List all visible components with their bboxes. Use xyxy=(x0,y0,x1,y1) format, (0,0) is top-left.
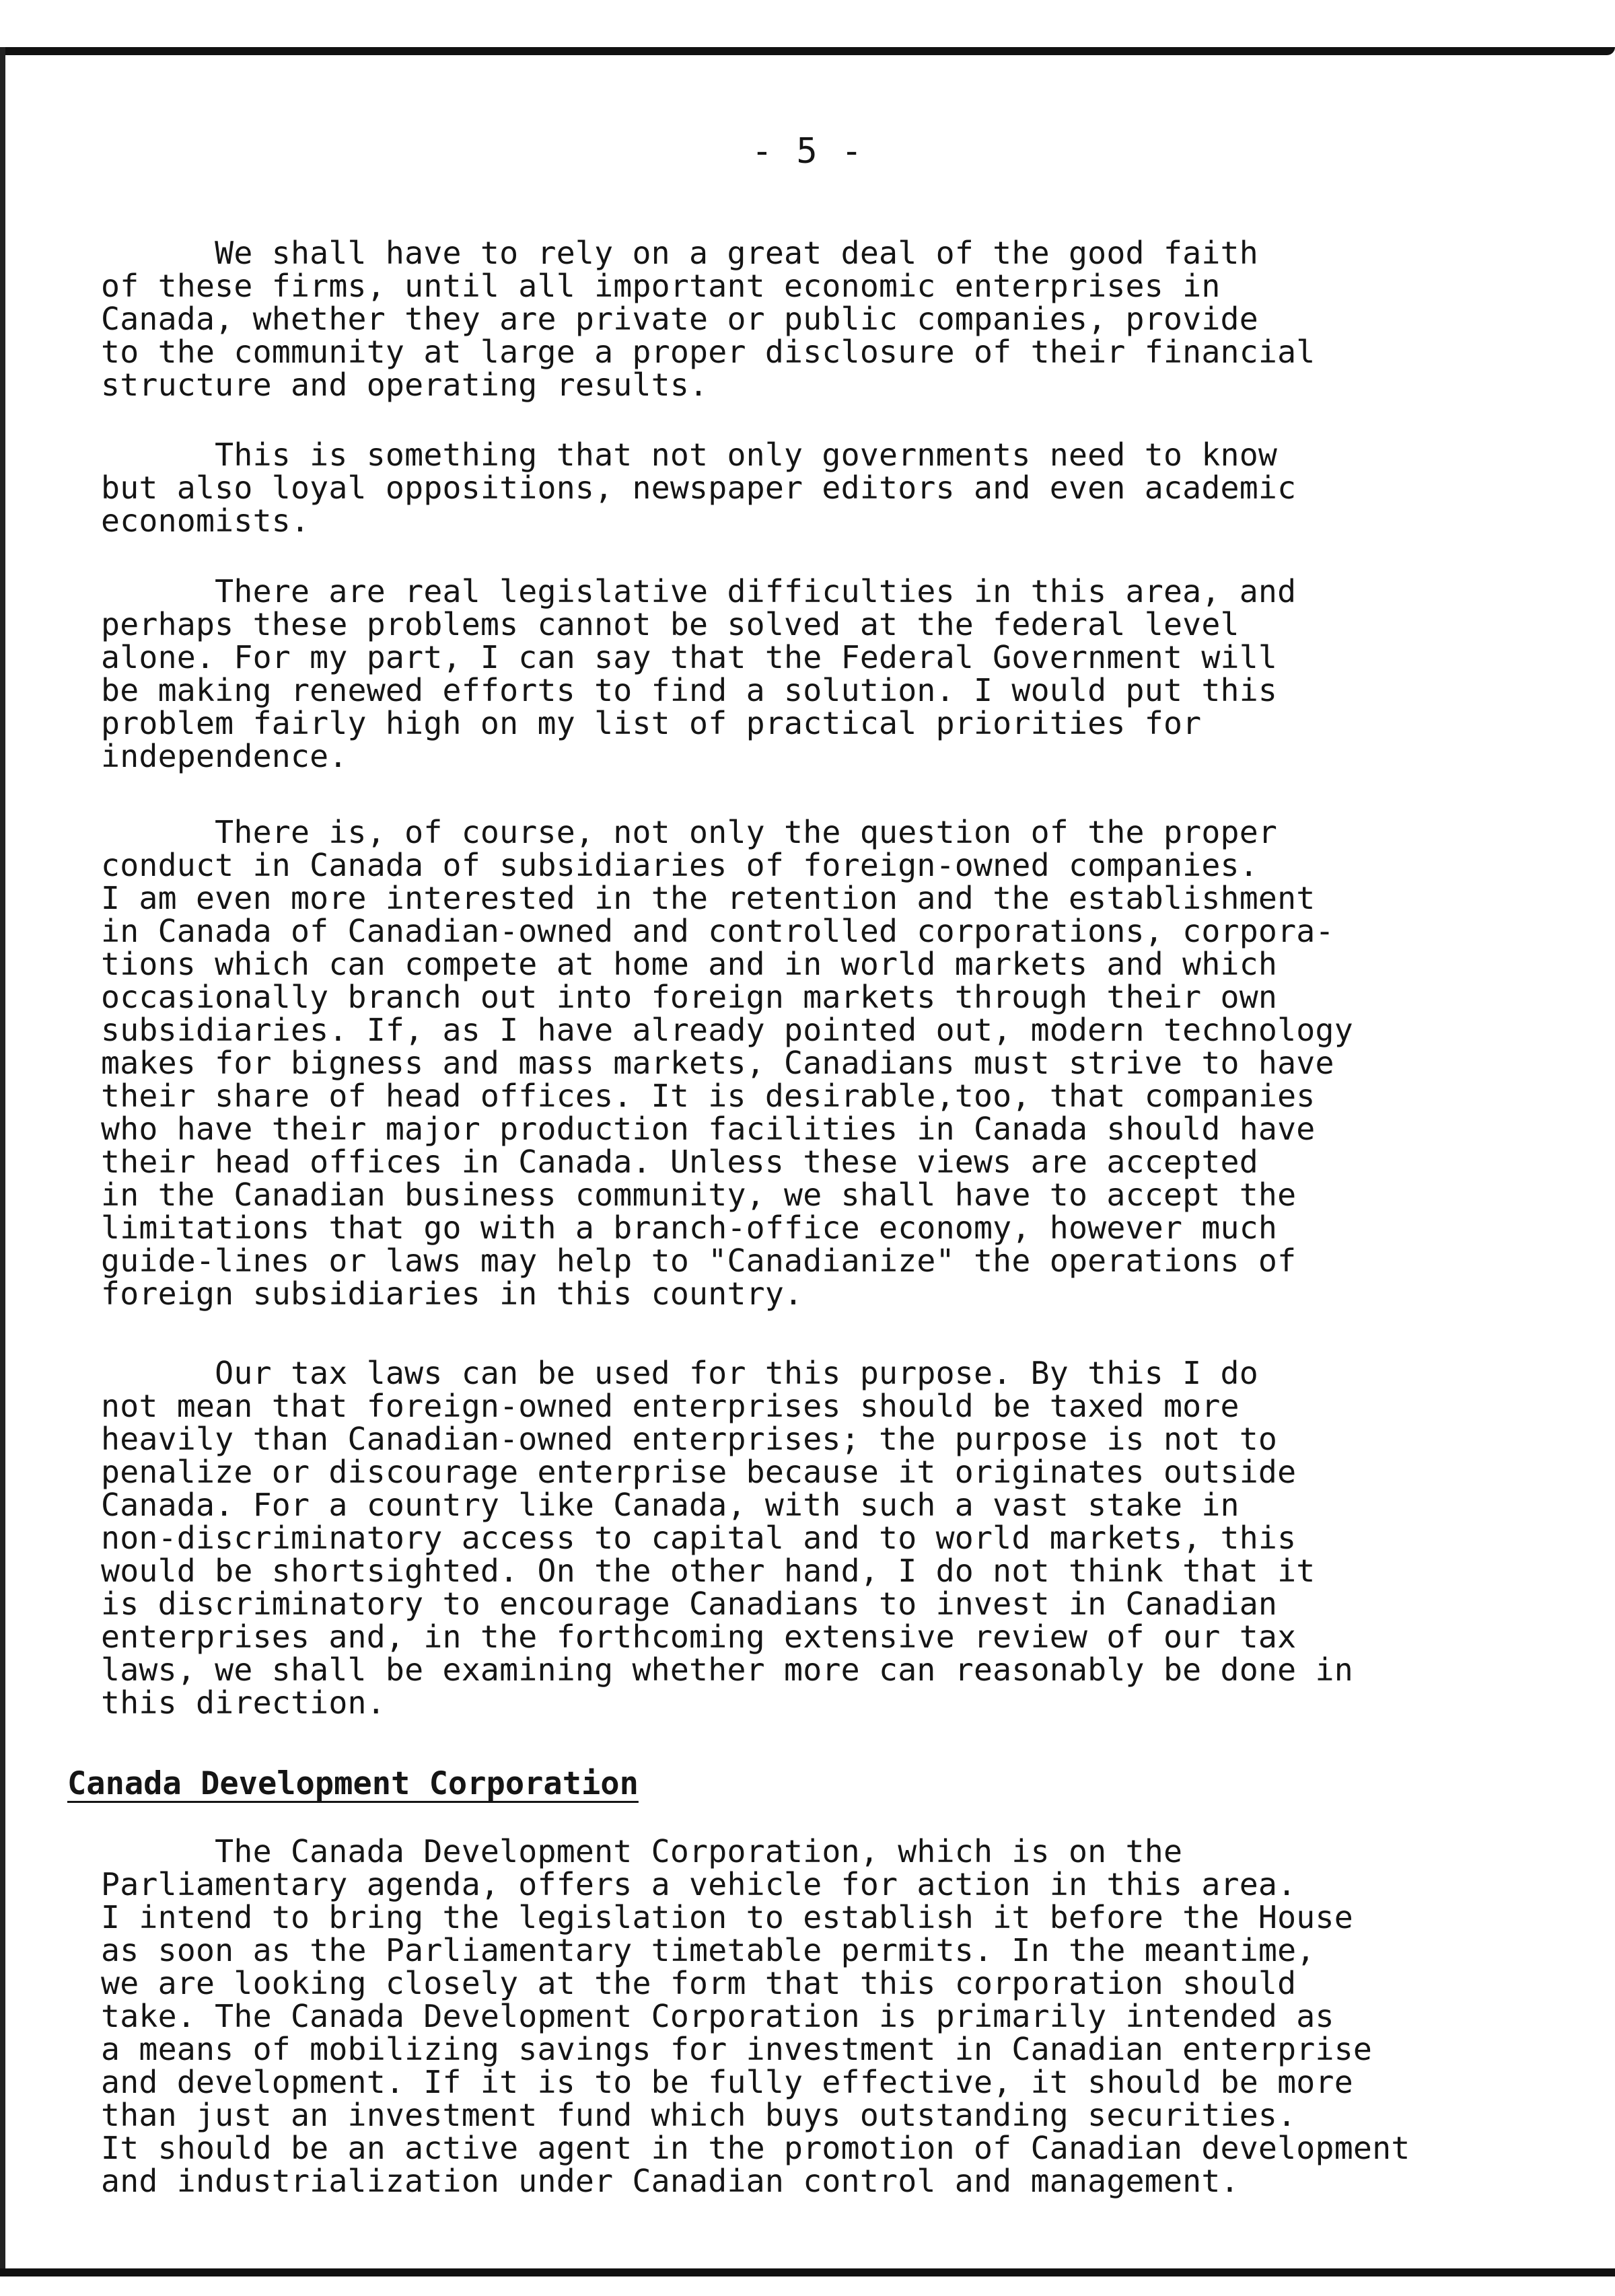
section-heading: Canada Development Corporation xyxy=(67,1765,639,1802)
paragraph-tax-laws: Our tax laws can be used for this purpose. By this I do not mean that foreign-owned enterprises should be taxed more heavily than Canadian-owned enterprises; the purpose is not to penalize or discourage enterprise because it originates outside Canada. For a country like Canada, with such a vast stake in non-discriminatory access to capital and to world markets, this would be shortsighted. On the other hand, I do not think that it is discriminatory to encourage Canadians to invest in Canadian enterprises and, in the forthcoming extensive review of our tax laws, we shall be examining whether more can reasonably be done in this direction. xyxy=(101,1355,1353,1721)
paragraph-legislative-difficulties: There are real legislative difficulties in this area, and perhaps these problems cannot be solved at the federal level alone. For my part, I can say that the Federal Government will be making renewed efforts to find a solution. I would put this problem fairly high on my list of practical priorities for independence. xyxy=(101,573,1297,774)
left-edge-rule xyxy=(0,47,5,2276)
paragraph-development-corporation: The Canada Development Corporation, which is on the Parliamentary agenda, offers a vehicle for action in this area. I intend to bring the legislation to establish it before the House as soon as the Parliamentary timetable permits. In the meantime, we are looking closely at the form that this corporation should take. The Canada Development Corporation is primarily intended as a means of mobilizing savings for investment in Canadian enterprise and development. If it is to be fully effective, it should be more than just an investment fund which buys outstanding securities. It should be an active agent in the promotion of Canadian development and industrialization under Canadian control and management. xyxy=(101,1833,1410,2199)
paragraph-good-faith: We shall have to rely on a great deal of the good faith of these firms, until all important economic enterprises in Canada, whether they are private or public companies, provide to the community at large a proper disclosure of their financial structure and operating results. xyxy=(101,235,1316,403)
top-edge-rule xyxy=(0,47,1615,55)
paragraph-disclosure-need: This is something that not only governments need to know but also loyal oppositions, newspaper editors and even academic economists. xyxy=(101,437,1297,539)
paragraph-subsidiaries: There is, of course, not only the question of the proper conduct in Canada of subsidiaries of foreign-owned companies. I am even more interested in the retention and the establishment in Canada of Canadian-owned and controlled corporations, corpora- tions which can compete at home and in world markets and which occasionally branch out into foreign markets through their own subsidiaries. If, as I have already pointed out, modern technology makes for bigness and mass markets, Canadians must strive to have their share of head offices. It is desirable,too, that companies who have their major production facilities in Canada should have their head offices in Canada. Unless these views are accepted in the Canadian business community, we shall have to accept the limitations that go with a branch-office economy, however much guide-lines or laws may help to "Canadianize" the operations of foreign subsidiaries in this country. xyxy=(101,814,1353,1312)
bottom-edge-rule xyxy=(0,2268,1615,2276)
page-number: - 5 - xyxy=(751,131,864,172)
